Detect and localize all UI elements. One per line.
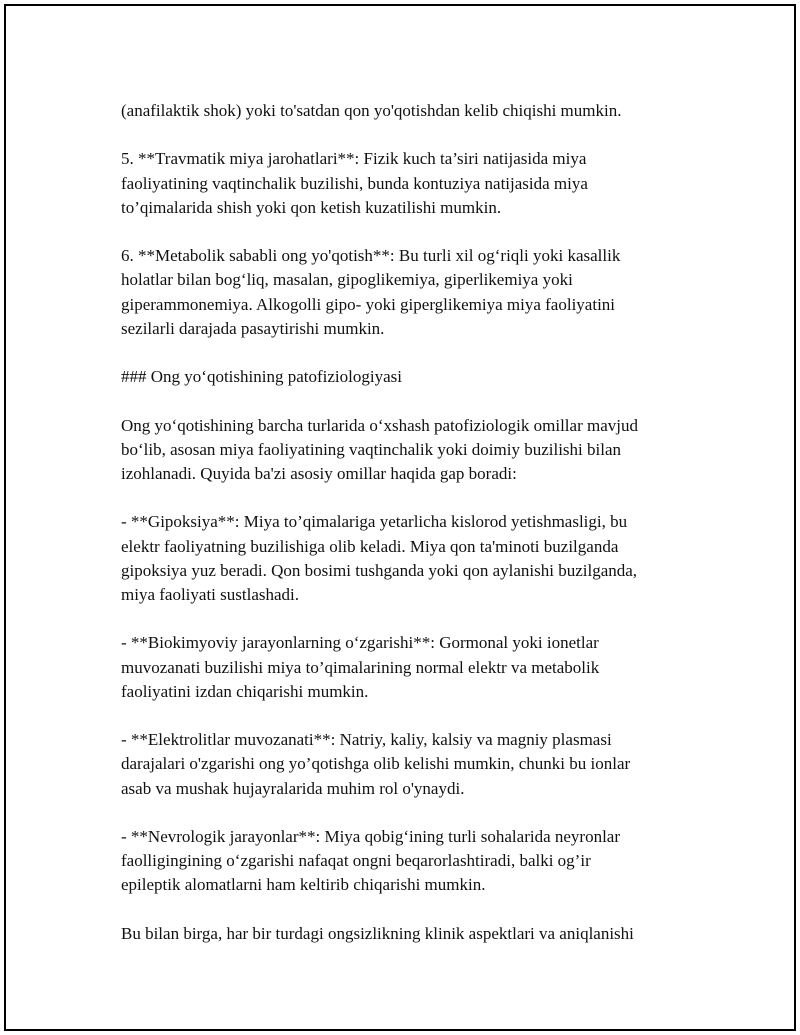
text-line: elektr faoliyatning buzilishiga olib keladi. Miya qon ta'minoti buzilganda bbox=[121, 536, 619, 556]
text-line: 5. **Travmatik miya jarohatlari**: Fizik kuch ta’siri natijasida miya bbox=[121, 149, 587, 169]
bullet-neurological bbox=[121, 825, 711, 898]
text-line: Ong yo‘qotishining barcha turlarida o‘xshash patofiziologik omillar mavjud bbox=[121, 415, 638, 435]
document-body bbox=[121, 99, 711, 970]
section-heading bbox=[121, 365, 711, 389]
text-line: muvozanati buzilishi miya to’qimalarining normal elektr va metabolik bbox=[121, 657, 600, 677]
text-line: to’qimalarida shish yoki qon ketish kuzatilishi mumkin. bbox=[121, 197, 502, 217]
text-line: asab va mushak hujayralarida muhim rol o'ynaydi. bbox=[121, 778, 465, 798]
text-line: miya faoliyati sustlashadi. bbox=[121, 584, 299, 604]
paragraph-pathophysiology-intro bbox=[121, 414, 711, 487]
text-line: epileptik alomatlarni ham keltirib chiqarishi mumkin. bbox=[121, 875, 486, 895]
text-line: faolligingining o‘zgarishi nafaqat ongni beqarorlashtiradi, balki og’ir bbox=[121, 851, 591, 871]
bullet-biochemical bbox=[121, 631, 711, 704]
text-line: - **Elektrolitlar muvozanati**: Natriy, kaliy, kalsiy va magniy plasmasi bbox=[121, 730, 612, 750]
paragraph-closing bbox=[121, 922, 711, 946]
text-line: gipoksiya yuz beradi. Qon bosimi tushganda yoki qon aylanishi buzilganda, bbox=[121, 560, 638, 580]
text-line: - **Biokimyoviy jarayonlarning o‘zgarishi**: Gormonal yoki ionetlar bbox=[121, 633, 599, 653]
text-line: izohlanadi. Quyida ba'zi asosiy omillar haqida gap boradi: bbox=[121, 463, 517, 483]
text-line: - **Gipoksiya**: Miya to’qimalariga yetarlicha kislorod yetishmasligi, bu bbox=[121, 512, 628, 532]
text-line: darajalari o'zgarishi ong yo’qotishga olib kelishi mumkin, chunki bu ionlar bbox=[121, 754, 631, 774]
text-line: 6. **Metabolik sababli ong yo'qotish**: Bu turli xil og‘riqli yoki kasallik bbox=[121, 246, 621, 266]
heading-line: ### Ong yo‘qotishining patofiziologiyasi bbox=[121, 367, 402, 387]
text-line: giperammonemiya. Alkogolli gipo- yoki giperglikemiya miya faoliyatini bbox=[121, 294, 616, 314]
text-line: Bu bilan birga, har bir turdagi ongsizlikning klinik aspektlari va aniqlanishi bbox=[121, 923, 634, 943]
bullet-electrolytes bbox=[121, 728, 711, 801]
text-line: faoliyatining vaqtinchalik buzilishi, bunda kontuziya natijasida miya bbox=[121, 173, 588, 193]
bullet-hypoxia bbox=[121, 510, 711, 607]
text-line: bo‘lib, asosan miya faoliyatining vaqtinchalik yoki doimiy buzilishi bilan bbox=[121, 439, 622, 459]
text-line: faoliyatini izdan chiqarishi mumkin. bbox=[121, 681, 369, 701]
text-line: (anafilaktik shok) yoki to'satdan qon yo'qotishdan kelib chiqishi mumkin. bbox=[121, 101, 622, 120]
paragraph-item-5 bbox=[121, 147, 711, 220]
text-line: - **Nevrologik jarayonlar**: Miya qobig‘ining turli sohalarida neyronlar bbox=[121, 826, 621, 846]
text-line: sezilarli darajada pasaytirishi mumkin. bbox=[121, 318, 385, 338]
document-page bbox=[4, 4, 796, 1031]
text-line: holatlar bilan bog‘liq, masalan, gipoglikemiya, giperlikemiya yoki bbox=[121, 270, 573, 290]
paragraph-intro-continued bbox=[121, 99, 711, 123]
paragraph-item-6 bbox=[121, 244, 711, 341]
